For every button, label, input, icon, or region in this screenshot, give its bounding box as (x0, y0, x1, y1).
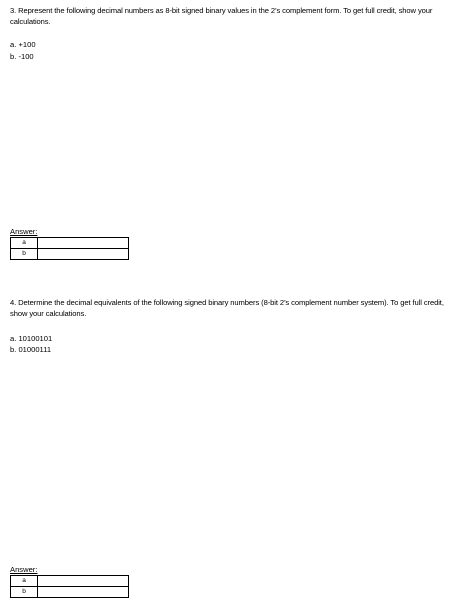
question-4-text: 4. Determine the decimal equivalents of the following signed binary numbers (8-bit 2’s complement number system). To get full credit, show your calculations. (10, 298, 444, 318)
question-4-answer-table (10, 575, 129, 598)
answer-row-label: b (11, 249, 38, 260)
question-3-answer-table (10, 237, 129, 260)
answer-row-a (11, 576, 129, 587)
question-4-option-a: a. 10100101 (10, 334, 53, 343)
answer-cell-a[interactable] (38, 238, 129, 249)
answer-cell-b[interactable] (38, 587, 129, 598)
answer-row-b (11, 587, 129, 598)
question-4-answer-label: Answer: (10, 565, 38, 574)
answer-row-label: b (11, 587, 38, 598)
answer-row-b (11, 249, 129, 260)
answer-cell-b[interactable] (38, 249, 129, 260)
answer-row-a (11, 238, 129, 249)
question-3-text: 3. Represent the following decimal numbers as 8-bit signed binary values in the 2’s complement form. To get full credit, show your calculations. (10, 6, 433, 26)
answer-cell-a[interactable] (38, 576, 129, 587)
question-3-option-b: b. -100 (10, 52, 34, 61)
question-4-option-b: b. 01000111 (10, 345, 52, 354)
answer-row-label: a (11, 576, 38, 587)
question-3-option-a: a. +100 (10, 40, 36, 49)
answer-row-label: a (11, 238, 38, 249)
question-3-answer-label: Answer: (10, 227, 38, 236)
